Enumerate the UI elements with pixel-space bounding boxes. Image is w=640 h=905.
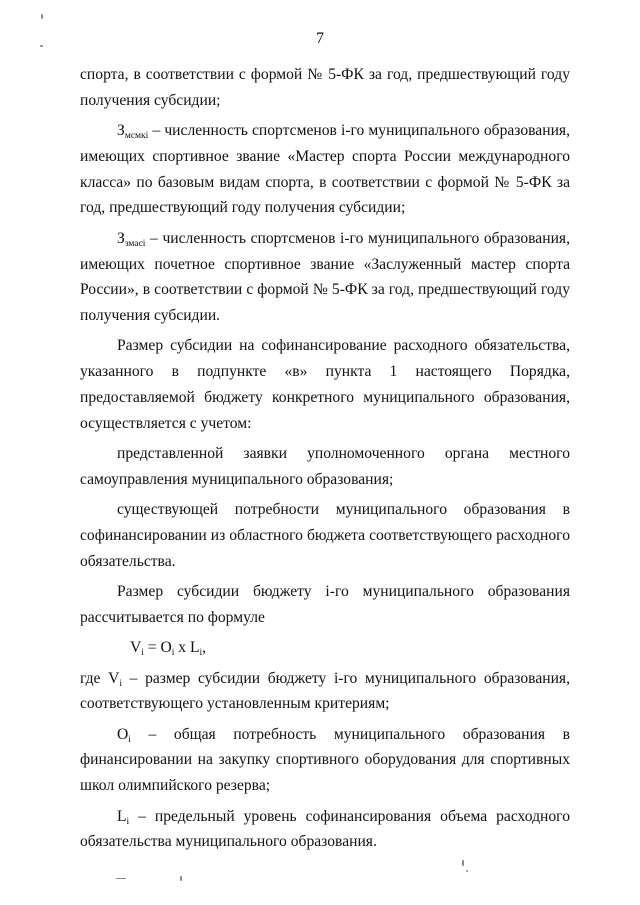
paragraph-definition: $L_i$ – предельный уровень софинансирования объема расходного обязательства муниципального образования. — [80, 807, 570, 851]
term-subscript: змасi — [124, 238, 146, 249]
term-subscript: i — [126, 816, 130, 827]
scan-mark — [41, 14, 43, 19]
paragraph: спорта, в соответствии с формой № 5-ФК за год, предшествующий году получения субсидии; — [80, 66, 570, 109]
paragraph-definition: $O_i$ – общая потребность муниципального образования в финансировании на закупку спортивного оборудования для спортивных школ олимпийского резерва; — [80, 725, 570, 795]
paragraph-definition: $З_{змасi}$ – численность спортсменов i-го муниципального образования, имеющих почетное спортивное звание «Заслуженный мастер спорта России», в соответствии с формой № 5-ФК за год, предшествующий году получения субсидии. — [80, 229, 570, 325]
document-body — [80, 62, 570, 855]
scan-mark — [462, 860, 464, 866]
page-number: 7 — [316, 30, 324, 47]
term-subscript: i — [119, 678, 123, 689]
term-symbol: L — [117, 807, 127, 825]
paragraph: представленной заявки уполномоченного органа местного самоуправления муниципального образования; — [80, 445, 570, 488]
term-subscript: i — [128, 734, 131, 745]
term-symbol: O — [117, 725, 129, 743]
term-symbol: V — [108, 669, 120, 687]
paragraph-definition: где $V_i$ – размер субсидии бюджету i-го муниципального образования, соответствующего установленным критериям; — [80, 669, 570, 713]
term-symbol: З — [117, 122, 125, 140]
scan-mark — [116, 878, 126, 879]
formula: $V_i = O_i$ x $L_i$, — [130, 639, 207, 659]
paragraph: существующей потребности муниципального образования в софинансировании из областного бюджета соответствующего расходного обязательства. — [80, 501, 570, 570]
paragraph: Размер субсидии бюджету i-го муниципального образования рассчитывается по формуле — [80, 583, 570, 626]
paragraph-definition: $З_{мсмкi}$ – численность спортсменов i-го муниципального образования, имеющих спортивное звание «Мастер спорта России международного класса» по базовым видам спорта, в соответствии с формой № 5-ФК за год, предшествующий году получения субсидии; — [80, 122, 570, 217]
paragraph: Размер субсидии на софинансирование расходного обязательства, указанного в подпункте «в» пункта 1 настоящего Порядка, предоставляемой бюджету конкретного муниципального образования, осуществляется с учетом: — [80, 337, 570, 432]
term-subscript: мсмкi — [124, 131, 149, 142]
term-symbol: З — [117, 229, 125, 247]
scan-mark — [40, 45, 43, 47]
scan-mark — [466, 870, 468, 872]
scan-mark — [180, 876, 182, 881]
